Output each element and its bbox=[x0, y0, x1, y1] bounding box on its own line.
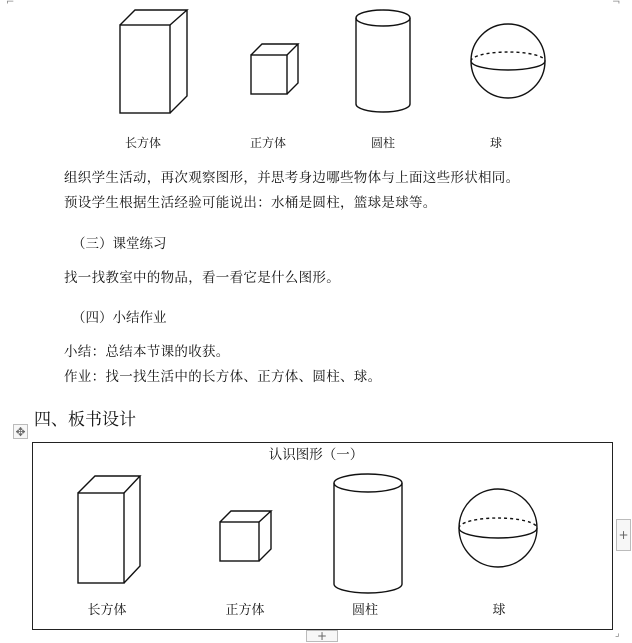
top-label-sphere: 球 bbox=[489, 136, 502, 150]
board-label-cube: 正方体 bbox=[225, 603, 265, 618]
paragraph-expectation: 预设学生根据生活经验可能说出：水桶是圆柱，篮球是球等。 bbox=[64, 195, 437, 211]
cuboid-figure bbox=[120, 10, 187, 113]
section-title-summary: （四）小结作业 bbox=[72, 310, 167, 326]
board-label-cylinder: 圆柱 bbox=[351, 603, 378, 618]
top-label-cube: 正方体 bbox=[249, 136, 286, 150]
board-label-sphere: 球 bbox=[492, 603, 506, 618]
paragraph-activity: 组织学生活动，再次观察图形，并思考身边哪些物体与上面这些形状相同。 bbox=[64, 170, 520, 186]
board-cylinder-figure bbox=[334, 474, 402, 593]
board-figures-drawing bbox=[0, 440, 632, 600]
board-cuboid-figure bbox=[78, 476, 140, 583]
cylinder-figure bbox=[356, 10, 410, 112]
board-cube-figure bbox=[220, 511, 271, 561]
table-move-handle[interactable]: ✥ bbox=[13, 424, 28, 439]
board-label-cuboid: 长方体 bbox=[87, 603, 127, 618]
add-row-button[interactable]: + bbox=[306, 630, 338, 642]
section-title-practice: （三）课堂练习 bbox=[72, 236, 167, 252]
top-figures-drawing bbox=[0, 0, 632, 135]
paragraph-practice: 找一找教室中的物品，看一看它是什么图形。 bbox=[64, 270, 340, 286]
board-title: 认识图形（一） bbox=[268, 447, 364, 463]
top-label-cuboid: 长方体 bbox=[124, 136, 161, 150]
page-corner-mark-left: ⌐ bbox=[6, 0, 15, 8]
top-label-cylinder: 圆柱 bbox=[370, 136, 395, 150]
table-resize-handle[interactable]: ⌟ bbox=[615, 628, 620, 639]
sphere-figure bbox=[471, 24, 545, 98]
page-corner-mark-right: ¬ bbox=[612, 0, 621, 8]
paragraph-summary: 小结：总结本节课的收获。 bbox=[64, 344, 230, 360]
cube-figure bbox=[251, 44, 298, 94]
add-column-button[interactable]: + bbox=[616, 519, 631, 551]
paragraph-homework: 作业：找一找生活中的长方体、正方体、圆柱、球。 bbox=[64, 369, 382, 385]
board-sphere-figure bbox=[459, 489, 537, 567]
heading-board-design: 四、板书设计 bbox=[34, 410, 136, 430]
